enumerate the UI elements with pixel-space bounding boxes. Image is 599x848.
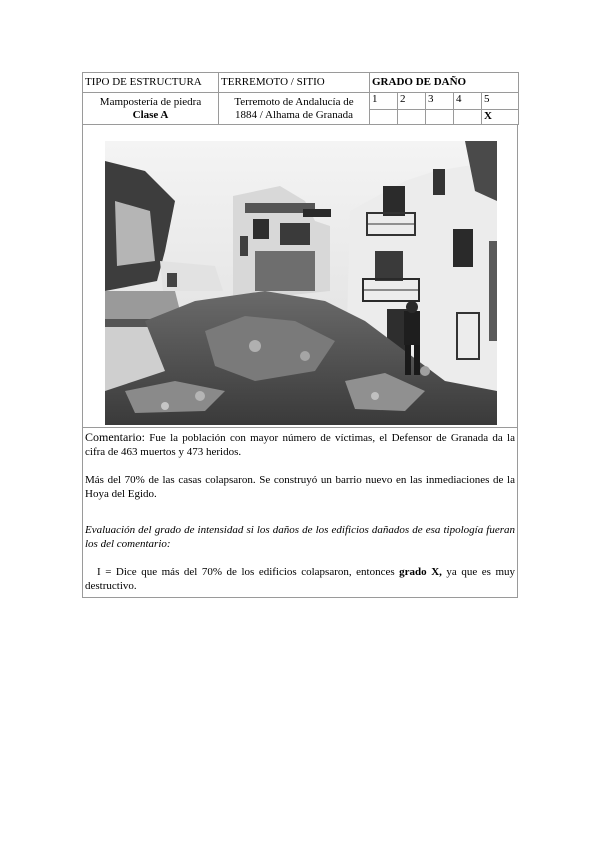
structure-type: Mampostería de piedra	[99, 95, 202, 108]
earthquake-ruins-photo	[105, 141, 497, 425]
grade-mark-3	[426, 110, 454, 125]
comment-paragraph-2: Más del 70% de las casas colapsaron. Se construyó un barrio nuevo en las inmediaciones de la Hoya del Egido.	[85, 474, 515, 500]
grade-4: 4	[454, 93, 482, 110]
damage-report-sheet	[82, 72, 518, 598]
conclusion-text-b: ya que es muy destructivo.	[85, 566, 516, 592]
structure-class: Clase A	[132, 108, 169, 121]
grade-mark-2	[398, 110, 426, 125]
evaluation-prompt: Evaluación del grado de intensidad si los daños de los edificios dañados de esa tipología fueran los del comentario:	[85, 524, 515, 550]
evaluation-conclusion	[85, 565, 515, 593]
grade-2: 2	[398, 93, 426, 110]
comment-section	[82, 427, 518, 598]
header-structure-type: TIPO DE ESTRUCTURA	[83, 73, 219, 93]
conclusion-text-a: I = Dice que más del 70% de los edificios colapsaron, entonces	[97, 566, 400, 578]
grade-3: 3	[426, 93, 454, 110]
header-table	[82, 72, 519, 125]
header-damage-grade: GRADO DE DAÑO	[370, 73, 519, 93]
conclusion-grade: grado X,	[399, 566, 442, 578]
earthquake-line-1: Terremoto de Andalucía de	[234, 95, 354, 108]
grade-mark-4	[454, 110, 482, 125]
earthquake-line-2: 1884 / Alhama de Granada	[235, 108, 353, 121]
grade-5: 5	[482, 93, 519, 110]
grade-mark-5: X	[482, 110, 519, 125]
header-earthquake-site: TERREMOTO / SITIO	[219, 73, 370, 93]
grade-1: 1	[370, 93, 398, 110]
earthquake-cell	[219, 93, 370, 125]
structure-cell	[83, 93, 219, 125]
photo-frame	[82, 125, 518, 427]
grade-mark-1	[370, 110, 398, 125]
comment-label: Comentario:	[85, 430, 145, 444]
comment-paragraph-1: Fue la población con mayor número de víctimas, el Defensor de Granada da la cifra de 463 muertos y 473 heridos.	[85, 432, 515, 458]
